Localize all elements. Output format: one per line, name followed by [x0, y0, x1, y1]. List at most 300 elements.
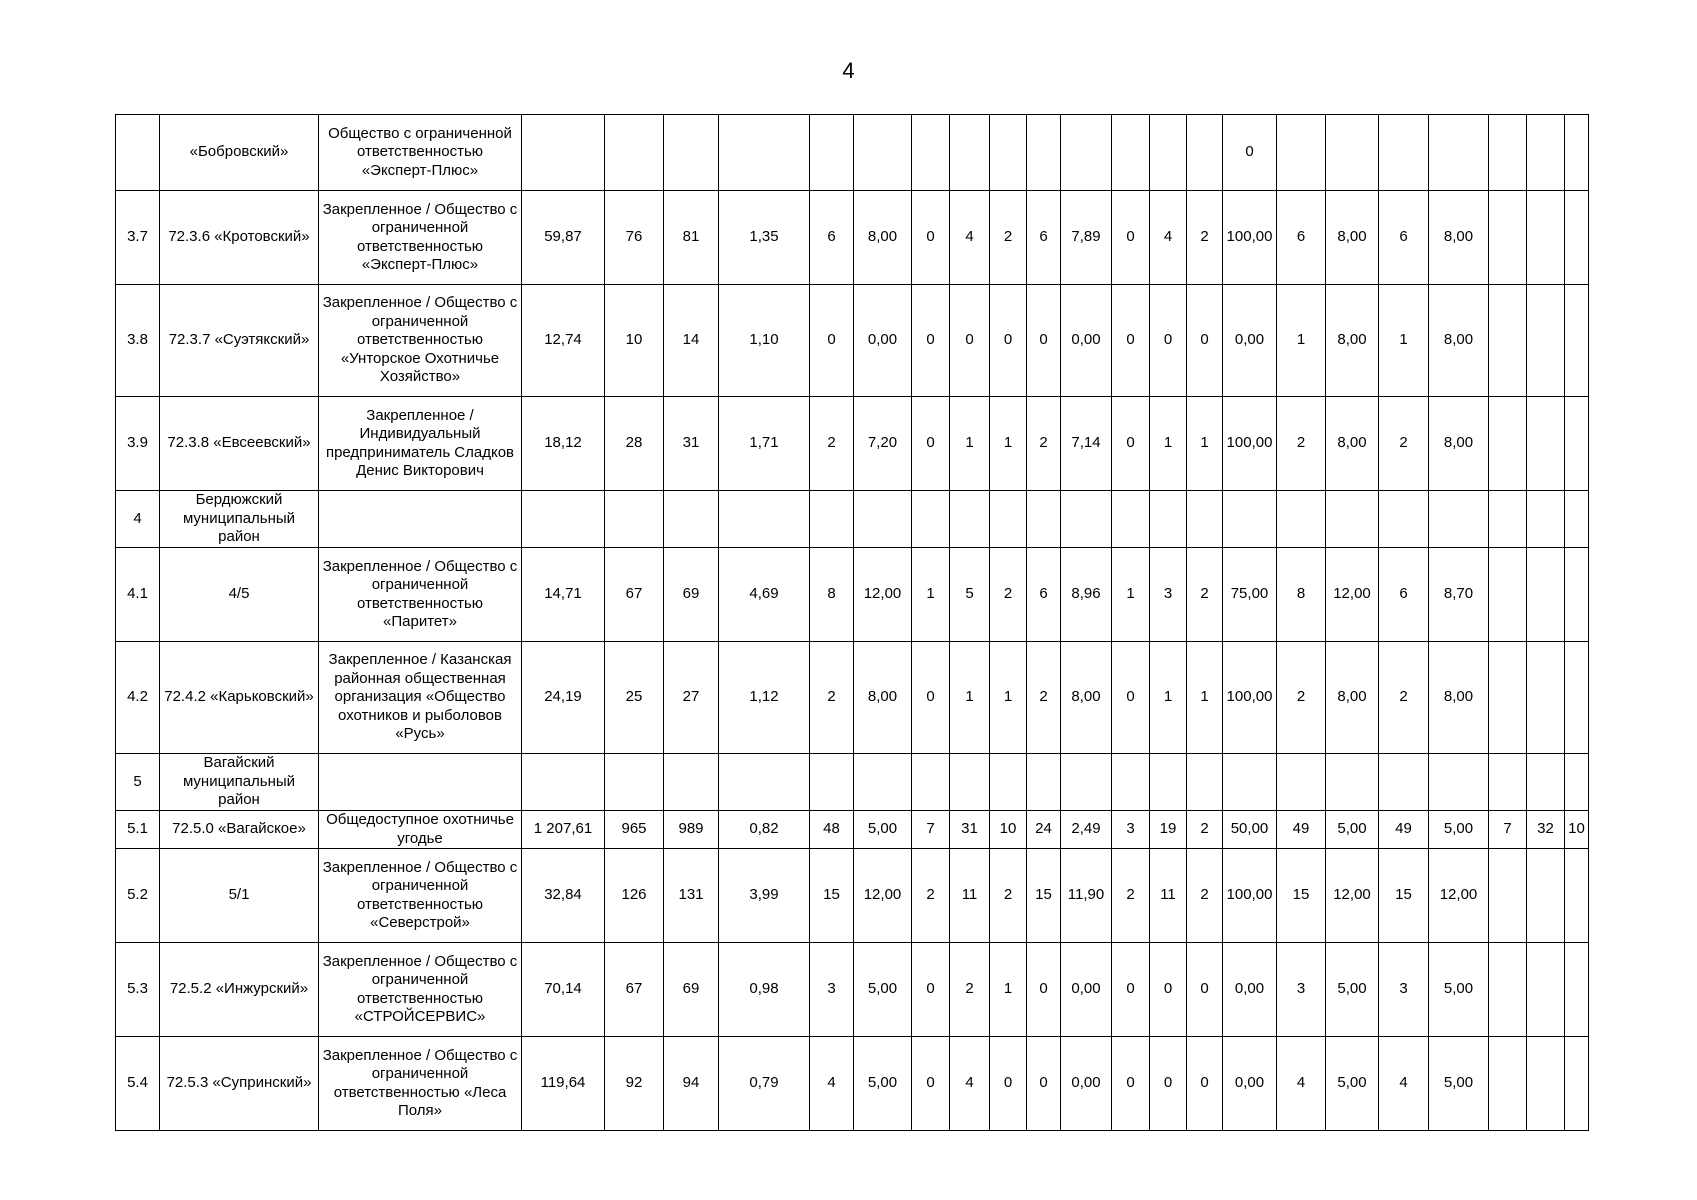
table-cell: [1027, 754, 1061, 811]
table-cell: [1565, 1037, 1589, 1131]
table-cell: [854, 115, 912, 191]
table-cell: [1527, 642, 1565, 754]
table-cell: 0: [990, 1037, 1027, 1131]
table-cell: 2: [1187, 548, 1223, 642]
table-cell: [1489, 849, 1527, 943]
table-cell: [1429, 115, 1489, 191]
table-cell: [1379, 491, 1429, 548]
table-cell: 12,00: [1429, 849, 1489, 943]
table-cell: 0: [1187, 1037, 1223, 1131]
table-cell: [1223, 754, 1277, 811]
table-cell: 19: [1150, 811, 1187, 849]
table-cell: [912, 754, 950, 811]
table-cell: 0: [1112, 191, 1150, 285]
table-cell: 3: [1277, 943, 1326, 1037]
table-cell: 0: [1150, 943, 1187, 1037]
table-cell: 119,64: [522, 1037, 605, 1131]
table-cell: [1429, 754, 1489, 811]
table-cell: 69: [664, 943, 719, 1037]
table-cell: 72.3.8 «Евсеевский»: [160, 397, 319, 491]
table-cell: 2: [950, 943, 990, 1037]
table-cell: [1326, 754, 1379, 811]
table-cell: 6: [1379, 548, 1429, 642]
table-cell: 59,87: [522, 191, 605, 285]
table-cell: [950, 491, 990, 548]
table-cell: Закрепленное / Общество с ограниченной ответственностью «СТРОЙСЕРВИС»: [319, 943, 522, 1037]
table-cell: [664, 754, 719, 811]
table-cell: 2: [990, 548, 1027, 642]
table-cell: 72.4.2 «Карьковский»: [160, 642, 319, 754]
table-cell: 8,96: [1061, 548, 1112, 642]
table-cell: 12,00: [854, 548, 912, 642]
table-cell: [1565, 754, 1589, 811]
table-cell: 0: [1027, 285, 1061, 397]
table-cell: 7: [912, 811, 950, 849]
table-cell: [605, 754, 664, 811]
table-cell: 72.3.7 «Суэтякский»: [160, 285, 319, 397]
table-cell: [1565, 397, 1589, 491]
table-cell: 0: [1112, 397, 1150, 491]
table-cell: 3.7: [116, 191, 160, 285]
table-cell: [1061, 491, 1112, 548]
table-cell: 5,00: [854, 811, 912, 849]
table-cell: 75,00: [1223, 548, 1277, 642]
table-cell: 4: [1379, 1037, 1429, 1131]
table-cell: Закрепленное / Общество с ограниченной ответственностью «Унторское Охотничье Хозяйство»: [319, 285, 522, 397]
table-row: [116, 1037, 1589, 1131]
table-cell: [1150, 754, 1187, 811]
table-cell: 989: [664, 811, 719, 849]
table-cell: 5/1: [160, 849, 319, 943]
table-cell: [719, 115, 810, 191]
table-cell: [1565, 849, 1589, 943]
table-cell: 0: [1223, 115, 1277, 191]
table-cell: 0: [1187, 943, 1223, 1037]
table-cell: 2: [912, 849, 950, 943]
table-cell: 1: [1112, 548, 1150, 642]
table-cell: 31: [950, 811, 990, 849]
table-cell: 12,00: [1326, 548, 1379, 642]
table-cell: 5,00: [1326, 811, 1379, 849]
table-cell: [1489, 191, 1527, 285]
table-row: [116, 642, 1589, 754]
table-cell: 10: [1565, 811, 1589, 849]
table-cell: [810, 754, 854, 811]
table-cell: [1379, 115, 1429, 191]
table-cell: 2: [1112, 849, 1150, 943]
table-cell: Общедоступное охотничье угодье: [319, 811, 522, 849]
table-cell: 0: [810, 285, 854, 397]
table-cell: [1489, 1037, 1527, 1131]
table-cell: 2: [990, 191, 1027, 285]
table-cell: [522, 754, 605, 811]
table-cell: [1187, 115, 1223, 191]
table-cell: 28: [605, 397, 664, 491]
table-cell: 4,69: [719, 548, 810, 642]
table-cell: 69: [664, 548, 719, 642]
table-cell: [1187, 754, 1223, 811]
table-row: [116, 811, 1589, 849]
table-cell: 11,90: [1061, 849, 1112, 943]
table-cell: 0: [912, 285, 950, 397]
table-cell: 1 207,61: [522, 811, 605, 849]
table-cell: [1489, 754, 1527, 811]
table-cell: 0,00: [1061, 943, 1112, 1037]
table-cell: [1489, 491, 1527, 548]
table-cell: 3.9: [116, 397, 160, 491]
table-cell: 1: [1150, 642, 1187, 754]
table-cell: 14,71: [522, 548, 605, 642]
table-cell: 4: [1150, 191, 1187, 285]
table-row: [116, 849, 1589, 943]
table-cell: [1489, 548, 1527, 642]
table-cell: 70,14: [522, 943, 605, 1037]
table-cell: 5.2: [116, 849, 160, 943]
table-cell: 3: [810, 943, 854, 1037]
table-cell: [854, 754, 912, 811]
table-cell: 12,00: [854, 849, 912, 943]
table-cell: 8,00: [1429, 285, 1489, 397]
table-cell: [1379, 754, 1429, 811]
table-cell: [664, 491, 719, 548]
table-cell: 0: [1112, 642, 1150, 754]
table-cell: 2: [1187, 811, 1223, 849]
table-cell: 4: [810, 1037, 854, 1131]
table-cell: [1150, 491, 1187, 548]
table-cell: 1,12: [719, 642, 810, 754]
table-cell: [854, 491, 912, 548]
table-cell: [810, 115, 854, 191]
table-cell: 8: [1277, 548, 1326, 642]
table-cell: 6: [1027, 191, 1061, 285]
table-cell: 100,00: [1223, 642, 1277, 754]
table-cell: 0: [1112, 285, 1150, 397]
table-cell: Бердюжский муниципальный район: [160, 491, 319, 548]
table-cell: 6: [1027, 548, 1061, 642]
table-cell: 0: [1112, 943, 1150, 1037]
table-cell: 11: [950, 849, 990, 943]
hunting-grounds-table: [115, 114, 1589, 1131]
table-cell: 100,00: [1223, 397, 1277, 491]
table-cell: 1: [950, 397, 990, 491]
table-cell: [664, 115, 719, 191]
table-cell: 2: [810, 642, 854, 754]
table-cell: 4: [950, 191, 990, 285]
table-cell: 5,00: [1429, 1037, 1489, 1131]
table-cell: 5,00: [1326, 943, 1379, 1037]
table-cell: 8,00: [1429, 191, 1489, 285]
table-cell: [1112, 115, 1150, 191]
table-cell: [1489, 115, 1527, 191]
table-cell: [522, 115, 605, 191]
table-cell: [1565, 642, 1589, 754]
table-cell: 7: [1489, 811, 1527, 849]
table-cell: 12,00: [1326, 849, 1379, 943]
table-cell: [1150, 115, 1187, 191]
table-cell: 49: [1379, 811, 1429, 849]
table-cell: 67: [605, 548, 664, 642]
table-cell: 1: [912, 548, 950, 642]
table-cell: 2: [1187, 191, 1223, 285]
table-cell: 0: [912, 642, 950, 754]
table-cell: [1565, 191, 1589, 285]
table-row: [116, 491, 1589, 548]
table-cell: 1: [1277, 285, 1326, 397]
table-cell: 7,14: [1061, 397, 1112, 491]
table-cell: 24,19: [522, 642, 605, 754]
table-cell: 8,00: [1429, 397, 1489, 491]
table-cell: Закрепленное / Общество с ограниченной ответственностью «Леса Поля»: [319, 1037, 522, 1131]
table-cell: [1527, 849, 1565, 943]
table-cell: [1489, 642, 1527, 754]
table-cell: 5.3: [116, 943, 160, 1037]
table-cell: [1565, 548, 1589, 642]
table-cell: [605, 115, 664, 191]
table-cell: 0: [1187, 285, 1223, 397]
table-cell: 5.4: [116, 1037, 160, 1131]
table-cell: [1489, 285, 1527, 397]
table-cell: 48: [810, 811, 854, 849]
table-cell: 1,71: [719, 397, 810, 491]
table-cell: 2: [810, 397, 854, 491]
table-cell: 8,00: [1326, 642, 1379, 754]
table-cell: 2: [1027, 397, 1061, 491]
table-cell: 72.5.0 «Вагайское»: [160, 811, 319, 849]
table-cell: 0: [1150, 1037, 1187, 1131]
table-cell: [1027, 115, 1061, 191]
table-cell: 4: [116, 491, 160, 548]
table-row: [116, 754, 1589, 811]
table-cell: 0,98: [719, 943, 810, 1037]
table-cell: 11: [1150, 849, 1187, 943]
table-cell: 1: [1187, 397, 1223, 491]
table-cell: 1: [990, 397, 1027, 491]
table-cell: [319, 754, 522, 811]
table-cell: 8: [810, 548, 854, 642]
table-cell: 5: [950, 548, 990, 642]
table-cell: 15: [810, 849, 854, 943]
table-cell: [1565, 943, 1589, 1037]
table-cell: Общество с ограниченной ответственностью «Эксперт-Плюс»: [319, 115, 522, 191]
table-cell: 49: [1277, 811, 1326, 849]
table-cell: Закрепленное / Общество с ограниченной ответственностью «Паритет»: [319, 548, 522, 642]
table-cell: 31: [664, 397, 719, 491]
table-cell: [1527, 754, 1565, 811]
table-cell: 8,70: [1429, 548, 1489, 642]
table-cell: [1326, 491, 1379, 548]
table-cell: 94: [664, 1037, 719, 1131]
table-cell: 1: [950, 642, 990, 754]
table-cell: [1527, 285, 1565, 397]
table-cell: 0: [950, 285, 990, 397]
table-cell: 965: [605, 811, 664, 849]
table-cell: 5,00: [1429, 811, 1489, 849]
table-cell: 0: [990, 285, 1027, 397]
table-cell: 12,74: [522, 285, 605, 397]
table-row: [116, 397, 1589, 491]
table-cell: [1527, 1037, 1565, 1131]
table-cell: 1,35: [719, 191, 810, 285]
table-cell: 1: [990, 642, 1027, 754]
table-cell: 1,10: [719, 285, 810, 397]
table-cell: 5,00: [1429, 943, 1489, 1037]
table-cell: 76: [605, 191, 664, 285]
table-cell: 5,00: [854, 943, 912, 1037]
table-cell: 15: [1277, 849, 1326, 943]
table-cell: 18,12: [522, 397, 605, 491]
table-cell: 7,20: [854, 397, 912, 491]
table-cell: 4: [1277, 1037, 1326, 1131]
table-cell: [990, 491, 1027, 548]
table-cell: 8,00: [854, 191, 912, 285]
table-cell: [990, 115, 1027, 191]
table-cell: 3: [1379, 943, 1429, 1037]
table-cell: 14: [664, 285, 719, 397]
table-cell: [719, 491, 810, 548]
table-cell: 15: [1379, 849, 1429, 943]
table-cell: 131: [664, 849, 719, 943]
table-row: [116, 943, 1589, 1037]
table-cell: 0,82: [719, 811, 810, 849]
table-cell: [810, 491, 854, 548]
table-cell: Вагайский муниципальный район: [160, 754, 319, 811]
table-cell: 100,00: [1223, 849, 1277, 943]
table-cell: 0: [1027, 943, 1061, 1037]
table-cell: 2: [1027, 642, 1061, 754]
table-cell: 2: [990, 849, 1027, 943]
table-cell: 4.1: [116, 548, 160, 642]
table-cell: 0: [1112, 1037, 1150, 1131]
table-cell: 10: [605, 285, 664, 397]
table-cell: 81: [664, 191, 719, 285]
table-cell: 2: [1379, 397, 1429, 491]
table-cell: Закрепленное / Казанская районная общественная организация «Общество охотников и рыболовов «Русь»: [319, 642, 522, 754]
table-cell: Закрепленное / Индивидуальный предприниматель Сладков Денис Викторович: [319, 397, 522, 491]
table-cell: 0,00: [854, 285, 912, 397]
table-row: [116, 115, 1589, 191]
table-cell: 6: [1379, 191, 1429, 285]
table-cell: 72.3.6 «Кротовский»: [160, 191, 319, 285]
table-cell: 0: [912, 397, 950, 491]
table-cell: 3: [1112, 811, 1150, 849]
table-cell: «Бобровский»: [160, 115, 319, 191]
table-cell: [1061, 115, 1112, 191]
table-row: [116, 191, 1589, 285]
table-row: [116, 548, 1589, 642]
table-cell: [1187, 491, 1223, 548]
table-cell: 126: [605, 849, 664, 943]
table-cell: 3: [1150, 548, 1187, 642]
table-cell: 0: [1150, 285, 1187, 397]
table-cell: [1429, 491, 1489, 548]
table-cell: [522, 491, 605, 548]
table-cell: [719, 754, 810, 811]
table-row: [116, 285, 1589, 397]
table-cell: [1061, 754, 1112, 811]
table-cell: [950, 754, 990, 811]
table-cell: 3,99: [719, 849, 810, 943]
table-cell: 8,00: [1326, 191, 1379, 285]
table-cell: 0,00: [1061, 285, 1112, 397]
table-cell: [1527, 491, 1565, 548]
table-cell: 8,00: [1429, 642, 1489, 754]
table-cell: 50,00: [1223, 811, 1277, 849]
table-cell: [1027, 491, 1061, 548]
table-cell: 7,89: [1061, 191, 1112, 285]
table-cell: 15: [1027, 849, 1061, 943]
table-cell: 1: [1150, 397, 1187, 491]
table-cell: 100,00: [1223, 191, 1277, 285]
table-cell: 2: [1379, 642, 1429, 754]
table-cell: 1: [1379, 285, 1429, 397]
table-cell: 6: [810, 191, 854, 285]
table-cell: 0,00: [1061, 1037, 1112, 1131]
table-cell: [1277, 491, 1326, 548]
table-cell: 5.1: [116, 811, 160, 849]
table-cell: Закрепленное / Общество с ограниченной ответственностью «Эксперт-Плюс»: [319, 191, 522, 285]
table-cell: [1565, 491, 1589, 548]
table-cell: 10: [990, 811, 1027, 849]
table-cell: 4: [950, 1037, 990, 1131]
table-cell: [1565, 115, 1589, 191]
table-cell: [1489, 397, 1527, 491]
table-cell: [1277, 115, 1326, 191]
table-cell: 6: [1277, 191, 1326, 285]
table-cell: [1277, 754, 1326, 811]
table-cell: 0,00: [1223, 943, 1277, 1037]
table-cell: 0: [912, 191, 950, 285]
table-cell: [912, 115, 950, 191]
table-cell: 0,00: [1223, 1037, 1277, 1131]
table-cell: 72.5.2 «Инжурский»: [160, 943, 319, 1037]
table-cell: 0,00: [1223, 285, 1277, 397]
table-cell: [1112, 754, 1150, 811]
table-cell: 1: [1187, 642, 1223, 754]
table-cell: 5,00: [1326, 1037, 1379, 1131]
table-cell: 2,49: [1061, 811, 1112, 849]
table-cell: [1112, 491, 1150, 548]
table-cell: 4/5: [160, 548, 319, 642]
table-cell: 8,00: [1061, 642, 1112, 754]
table-cell: Закрепленное / Общество с ограниченной ответственностью «Северстрой»: [319, 849, 522, 943]
table-cell: [950, 115, 990, 191]
table-cell: [1527, 548, 1565, 642]
table-cell: 1: [990, 943, 1027, 1037]
table-cell: 27: [664, 642, 719, 754]
table-cell: [1527, 191, 1565, 285]
table-cell: 8,00: [1326, 397, 1379, 491]
table-cell: 8,00: [854, 642, 912, 754]
table-cell: 2: [1187, 849, 1223, 943]
table-cell: [319, 491, 522, 548]
table-cell: [1527, 397, 1565, 491]
table-cell: 8,00: [1326, 285, 1379, 397]
table-cell: [1326, 115, 1379, 191]
table-cell: 2: [1277, 642, 1326, 754]
table-cell: [912, 491, 950, 548]
table-cell: 32,84: [522, 849, 605, 943]
table-cell: 92: [605, 1037, 664, 1131]
table-cell: 72.5.3 «Супринский»: [160, 1037, 319, 1131]
table-cell: 0,79: [719, 1037, 810, 1131]
table-cell: 24: [1027, 811, 1061, 849]
table-cell: [1527, 115, 1565, 191]
table-cell: 67: [605, 943, 664, 1037]
table-cell: 2: [1277, 397, 1326, 491]
table-cell: [605, 491, 664, 548]
table-cell: [990, 754, 1027, 811]
table-cell: 3.8: [116, 285, 160, 397]
